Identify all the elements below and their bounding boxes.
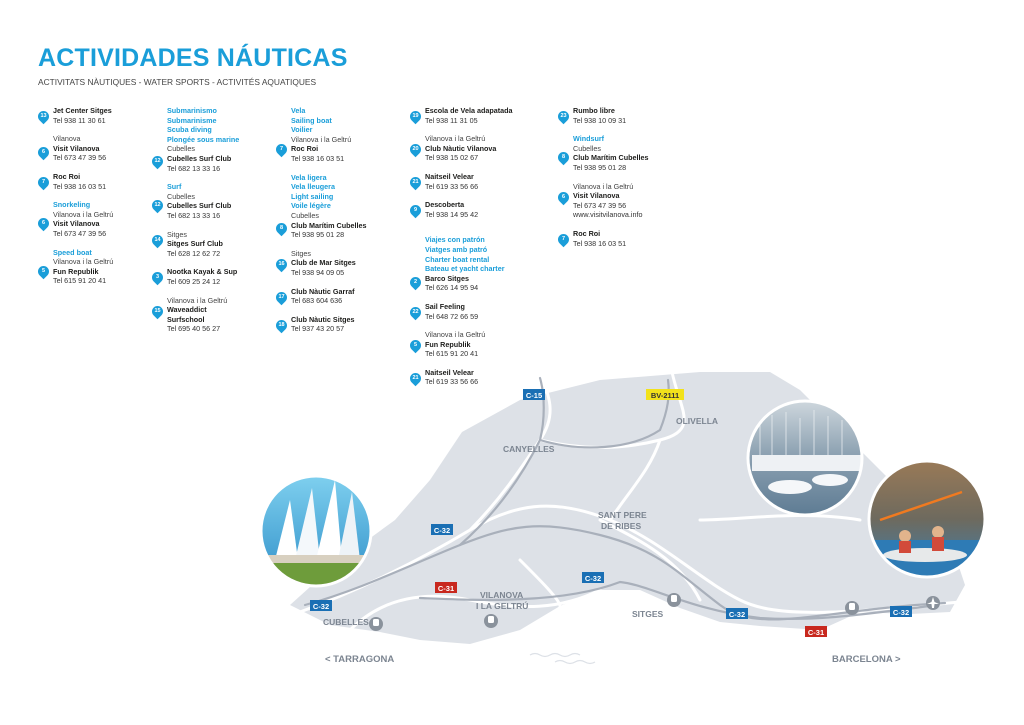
location: Sitges — [291, 248, 311, 258]
map-pin-icon: 3 — [150, 270, 166, 286]
svg-text:C-32: C-32 — [584, 574, 602, 583]
phone: Tel 938 15 02 67 — [425, 153, 479, 163]
phone: Tel 609 25 24 12 — [167, 276, 221, 286]
train-station-icon — [484, 614, 498, 628]
svg-text:C-31: C-31 — [437, 584, 455, 593]
category-heading: Surf — [167, 182, 182, 192]
phone: Tel 938 95 01 28 — [291, 230, 345, 240]
location: Vilanova i la Geltrú — [291, 134, 352, 144]
map-pin-icon: 20 — [408, 142, 424, 158]
business-name: Visit Vilanova — [573, 191, 620, 201]
website: www.visitvilanova.info — [573, 210, 643, 220]
phone: Tel 938 14 95 42 — [425, 209, 479, 219]
map-pin-icon: 21 — [408, 371, 424, 387]
location: Vilanova i la Geltrú — [167, 295, 228, 305]
svg-text:C-32: C-32 — [728, 610, 746, 619]
page-title: ACTIVIDADES NÁUTICAS — [38, 44, 348, 72]
business-name: Cubelles Surf Club — [167, 201, 232, 211]
location: Vilanova i la Geltrú — [425, 330, 486, 340]
phone: Tel 628 12 62 72 — [167, 248, 221, 258]
business-name: Visit Vilanova — [53, 219, 100, 229]
map-pin-icon: 7 — [274, 142, 290, 158]
map-pin-icon: 23 — [556, 109, 572, 125]
category-heading: Scuba diving — [167, 125, 212, 135]
map-pin-icon: 5 — [408, 338, 424, 354]
business-name: Rumbo libre — [573, 106, 615, 115]
map-pin-icon: 2 — [408, 275, 424, 291]
map-pin-icon: 15 — [150, 303, 166, 319]
category-heading: Vela ligera — [291, 172, 327, 182]
place-olivella: OLIVELLA — [676, 416, 719, 426]
svg-text:BV-2111: BV-2111 — [650, 391, 680, 400]
map-pin-icon: 12 — [150, 198, 166, 214]
place-vilanova: I LA GELTRÚ — [476, 601, 529, 611]
phone: Tel 673 47 39 56 — [573, 200, 627, 210]
road-badge-c31 — [805, 626, 827, 637]
phone: Tel 673 47 39 56 — [53, 228, 107, 238]
map-pin-icon: 8 — [274, 220, 290, 236]
road-badge-c31 — [435, 582, 457, 593]
business-name: Club de Mar Sitges — [291, 258, 356, 268]
business-name: Club Nàutic Vilanova — [425, 143, 497, 153]
location: Cubelles — [167, 144, 195, 154]
business-name: Cubelles Surf Club — [167, 153, 232, 163]
location: Vilanova i la Geltrú — [425, 134, 486, 144]
svg-text:C-32: C-32 — [433, 526, 451, 535]
business-name: Roc Roi — [291, 144, 319, 154]
phone: Tel 938 10 09 31 — [573, 115, 627, 125]
category-heading: Vela lleugera — [291, 182, 335, 192]
business-name: Club Marítim Cubelles — [291, 220, 367, 230]
phone: Tel 682 13 33 16 — [167, 210, 221, 220]
category-heading: Charter boat rental — [425, 254, 490, 264]
location: Cubelles — [167, 191, 195, 201]
business-name: Waveaddict — [167, 305, 207, 315]
place-sant-pere: SANT PERE — [598, 510, 647, 520]
map-pin-icon: 9 — [408, 203, 424, 219]
category-heading: Viajes con patrón — [425, 235, 485, 245]
phone: Tel 682 13 33 16 — [167, 163, 221, 173]
road-badge-c32 — [582, 572, 604, 583]
map-pin-icon: 6 — [36, 145, 52, 161]
business-name: Visit Vilanova — [53, 143, 100, 153]
phone: Tel 938 16 03 51 — [53, 181, 107, 191]
place-vilanova: VILANOVA — [480, 590, 524, 600]
business-name: Fun Republik — [425, 339, 471, 349]
svg-text:C-15: C-15 — [525, 391, 543, 400]
business-name: Naitseil Velear — [425, 367, 474, 377]
category-heading: Snorkeling — [53, 200, 91, 210]
business-name: Nootka Kayak & Sup — [167, 267, 238, 277]
phone: Tel 648 72 66 59 — [425, 311, 479, 321]
svg-text:C-32: C-32 — [892, 608, 910, 617]
category-heading: Plongée sous marine — [167, 134, 240, 144]
business-name: Naitseil Velear — [425, 171, 474, 181]
category-heading: Bateau et yacht charter — [425, 264, 505, 274]
business-name: Escola de Vela adapatada — [425, 106, 513, 115]
train-station-icon — [369, 617, 383, 631]
phone: Tel 673 47 39 56 — [53, 153, 107, 163]
place-canyelles: CANYELLES — [503, 444, 555, 454]
map-pin-icon: 13 — [36, 109, 52, 125]
phone: Tel 695 40 56 27 — [167, 324, 221, 334]
map-pin-icon: 18 — [274, 317, 290, 333]
category-heading: Windsurf — [573, 134, 605, 144]
location: Vilanova — [53, 134, 81, 144]
map-pin-icon: 16 — [274, 256, 290, 272]
map-pin-icon: 22 — [408, 305, 424, 321]
phone: Tel 615 91 20 41 — [53, 276, 107, 286]
phone: Tel 937 43 20 57 — [291, 324, 345, 334]
business-name: Roc Roi — [53, 171, 81, 181]
road-badge-c32 — [890, 606, 912, 617]
phone: Tel 938 94 09 05 — [291, 267, 345, 277]
business-name: Sitges Surf Club — [167, 239, 223, 249]
map-pin-icon: 7 — [36, 175, 52, 191]
train-station-icon — [667, 593, 681, 607]
place-sitges: SITGES — [632, 609, 664, 619]
category-heading: Sailing boat — [291, 115, 332, 125]
road-badge-c32 — [310, 600, 332, 611]
road-badge-c15 — [523, 389, 545, 400]
business-name: Sail Feeling — [425, 301, 465, 311]
phone: Tel 683 604 636 — [291, 296, 343, 306]
business-name: Club Nàutic Sitges — [291, 314, 355, 324]
category-heading: Speed boat — [53, 247, 92, 257]
location: Cubelles — [291, 210, 319, 220]
svg-text:C-32: C-32 — [312, 602, 330, 611]
business-name: Roc Roi — [573, 228, 601, 238]
business-name: Club Nàutic Garraf — [291, 286, 355, 296]
business-name: Jet Center Sitges — [53, 106, 112, 115]
category-heading: Vela — [291, 106, 306, 115]
map-pin-icon: 8 — [556, 150, 572, 166]
business-name: Club Marítim Cubelles — [573, 153, 649, 163]
map-pin-icon: 12 — [150, 154, 166, 170]
direction-tarragona: < TARRAGONA — [325, 654, 395, 665]
category-heading: Voilier — [291, 125, 313, 135]
svg-text:C-31: C-31 — [807, 628, 825, 637]
phone: Tel 615 91 20 41 — [425, 349, 479, 359]
airport-icon — [926, 596, 940, 610]
map-pin-icon: 7 — [556, 232, 572, 248]
place-sant-pere: DE RIBES — [601, 521, 642, 531]
phone: Tel 619 33 56 66 — [425, 377, 479, 387]
map-pin-icon: 21 — [408, 175, 424, 191]
business-name: Surfschool — [167, 314, 205, 324]
category-heading: Submarinismo — [167, 106, 217, 115]
phone: Tel 619 33 56 66 — [425, 181, 479, 191]
business-name: Fun Republik — [53, 266, 99, 276]
business-name: Descoberta — [425, 200, 465, 210]
train-station-icon — [845, 601, 859, 615]
road-badge-bv2111 — [646, 389, 684, 400]
road-badge-c32 — [726, 608, 748, 619]
map-pin-icon: 5 — [36, 263, 52, 279]
location: Vilanova i la Geltrú — [53, 209, 114, 219]
phone: Tel 626 14 95 94 — [425, 283, 479, 293]
location: Vilanova i la Geltrú — [53, 257, 114, 267]
sea-waves — [530, 654, 595, 664]
category-heading: Viatges amb patró — [425, 244, 488, 254]
phone: Tel 938 11 31 05 — [425, 115, 478, 125]
location: Cubelles — [573, 143, 601, 153]
phone: Tel 938 16 03 51 — [573, 238, 627, 248]
map-pin-icon: 6 — [556, 189, 572, 205]
category-heading: Light sailing — [291, 191, 334, 201]
category-heading: Voile légère — [291, 201, 331, 211]
map-pin-icon: 14 — [150, 232, 166, 248]
map-pin-icon: 19 — [408, 109, 424, 125]
map-pin-icon: 6 — [36, 216, 52, 232]
phone: Tel 938 16 03 51 — [291, 153, 345, 163]
business-name: Barco Sitges — [425, 273, 469, 283]
direction-barcelona: BARCELONA > — [832, 654, 901, 665]
page-subtitle: ACTIVITATS NÀUTIQUES - WATER SPORTS - ACTIVITÉS AQUATIQUES — [38, 77, 317, 87]
phone: Tel 938 11 30 61 — [53, 115, 106, 125]
location: Sitges — [167, 229, 187, 239]
category-heading: Submarinisme — [167, 115, 217, 125]
location: Vilanova i la Geltrú — [573, 181, 634, 191]
place-cubelles: CUBELLES — [323, 617, 369, 627]
map-pin-icon: 17 — [274, 289, 290, 305]
road-badge-c32 — [431, 524, 453, 535]
phone: Tel 938 95 01 28 — [573, 162, 627, 172]
